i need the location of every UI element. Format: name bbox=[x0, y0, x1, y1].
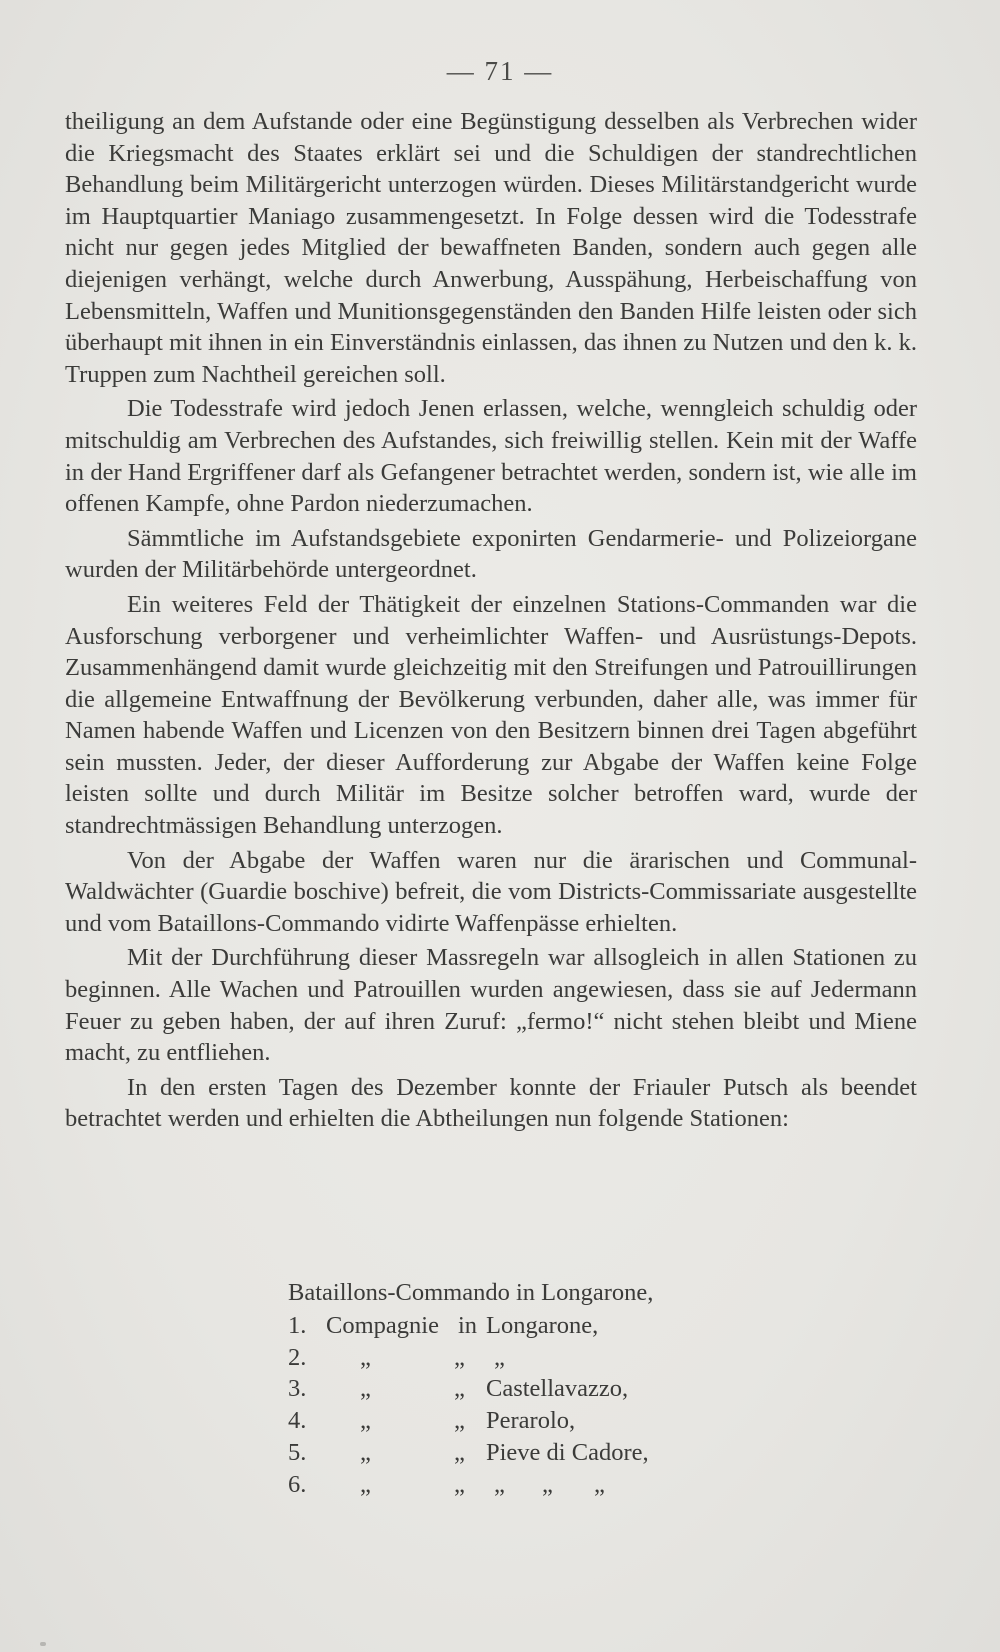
paragraph-6: Mit der Durchführung dieser Massregeln war allsogleich in allen Stationen zu beginnen. Alle Wachen und Patrouillen wurden angewiesen, dass sie auf Jedermann Feuer zu geben haben, der auf ihren Zuruf: „fermo!“ nicht stehen bleibt und Miene macht, zu entfliehen. bbox=[65, 944, 917, 1067]
station-number: 2. bbox=[288, 1343, 307, 1371]
station-number: 5. bbox=[288, 1438, 307, 1466]
ditto-mark: „ bbox=[454, 1407, 465, 1435]
ditto-mark: „ bbox=[360, 1407, 371, 1435]
page-number: — 71 — bbox=[446, 56, 554, 86]
ditto-mark: „ bbox=[542, 1470, 553, 1498]
stations-list bbox=[288, 1277, 653, 1501]
station-place: Perarolo, bbox=[486, 1407, 576, 1435]
station-place: Castellavazzo, bbox=[486, 1375, 629, 1403]
station-number: 3. bbox=[288, 1375, 307, 1403]
station-row-6 bbox=[288, 1469, 653, 1501]
ditto-mark: „ bbox=[494, 1343, 505, 1371]
station-number: 4. bbox=[288, 1407, 307, 1435]
station-row-5 bbox=[288, 1437, 653, 1469]
ditto-mark: „ bbox=[360, 1343, 371, 1371]
paragraph-1: theiligung an dem Aufstande oder eine Begünstigung desselben als Verbrechen wider die Kriegsmacht des Staates erklärt sei und die Schuldigen der standrechtlichen Behandlung beim Militärgericht unterzogen würden. Dieses Militärstandgericht wurde im Hauptquartier Maniago zusammengesetzt. In Folge dessen wird die Todesstrafe nicht nur gegen jedes Mitglied der bewaffneten Banden, sondern auch gegen alle diejenigen verhängt, welche durch Anwerbung, Ausspähung, Herbeischaffung von Lebensmitteln, Waffen und Munitionsgegenständen den Banden Hilfe leisten oder sich überhaupt mit ihnen in ein Einverständnis einlassen, das ihnen zu Nutzen und den k. k. Truppen zum Nachtheil gereichen soll. bbox=[65, 108, 917, 388]
ditto-mark: „ bbox=[494, 1470, 505, 1498]
paragraph-4: Ein weiteres Feld der Thätigkeit der einzelnen Stations-Commanden war die Ausforschung verborgener und verheimlichter Waffen- und Ausrüstungs-Depots. Zusammenhängend damit wurde gleichzeitig mit den Streifungen und Patrouillirungen die allgemeine Entwaffnung der Bevölkerung verbunden, daher alle, was immer für Namen habende Waffen und Licenzen von den Besitzern binnen drei Tagen abgeführt sein mussten. Jeder, der dieser Aufforderung zur Abgabe der Waffen keine Folge leisten sollte und durch Militär im Besitze solcher betroffen ward, wurde der standrechtmässigen Behandlung unterzogen. bbox=[65, 590, 917, 840]
station-row-1 bbox=[288, 1310, 653, 1342]
paragraph-7: In den ersten Tagen des Dezember konnte der Friauler Putsch als beendet betrachtet werden und erhielten die Abtheilungen nun folgende Stationen: bbox=[65, 1073, 917, 1133]
station-number: 6. bbox=[288, 1470, 307, 1498]
scan-speck bbox=[40, 1642, 46, 1646]
station-place: Pieve di Cadore, bbox=[486, 1438, 649, 1466]
ditto-mark: „ bbox=[360, 1438, 371, 1466]
station-unit: Compagnie bbox=[326, 1311, 439, 1339]
ditto-mark: „ bbox=[594, 1470, 605, 1498]
paragraph-2: Die Todesstrafe wird jedoch Jenen erlassen, welche, wenngleich schuldig oder mitschuldig am Verbrechen des Aufstandes, sich freiwillig stellen. Kein mit der Waffe in der Hand Ergriffener darf als Gefangener betrachtet werden, sondern ist, wie alle im offenen Kampfe, ohne Pardon niederzumachen. bbox=[65, 395, 917, 518]
ditto-mark: „ bbox=[360, 1375, 371, 1403]
station-preposition: in bbox=[458, 1311, 478, 1339]
ditto-mark: „ bbox=[454, 1438, 465, 1466]
ditto-mark: „ bbox=[454, 1470, 465, 1498]
paragraph-3: Sämmtliche im Aufstandsgebiete exponirten Gendarmerie- und Polizeiorgane wurden der Militärbehörde untergeordnet. bbox=[65, 524, 917, 584]
ditto-mark: „ bbox=[454, 1343, 465, 1371]
station-number: 1. bbox=[288, 1311, 307, 1339]
station-place: Longarone, bbox=[486, 1311, 599, 1339]
body-text bbox=[65, 106, 917, 1138]
paragraph-5: Von der Abgabe der Waffen waren nur die ärarischen und Communal-Waldwächter (Guardie boschive) befreit, die vom Districts-Commissariate ausgestellte und vom Bataillons-Commando vidirte Waffenpässe erhielten. bbox=[65, 846, 917, 937]
stations-header: Bataillons-Commando in Longarone, bbox=[288, 1279, 654, 1306]
station-row-4 bbox=[288, 1405, 653, 1437]
station-row-3 bbox=[288, 1373, 653, 1405]
ditto-mark: „ bbox=[454, 1375, 465, 1403]
station-row-2 bbox=[288, 1342, 653, 1374]
ditto-mark: „ bbox=[360, 1470, 371, 1498]
